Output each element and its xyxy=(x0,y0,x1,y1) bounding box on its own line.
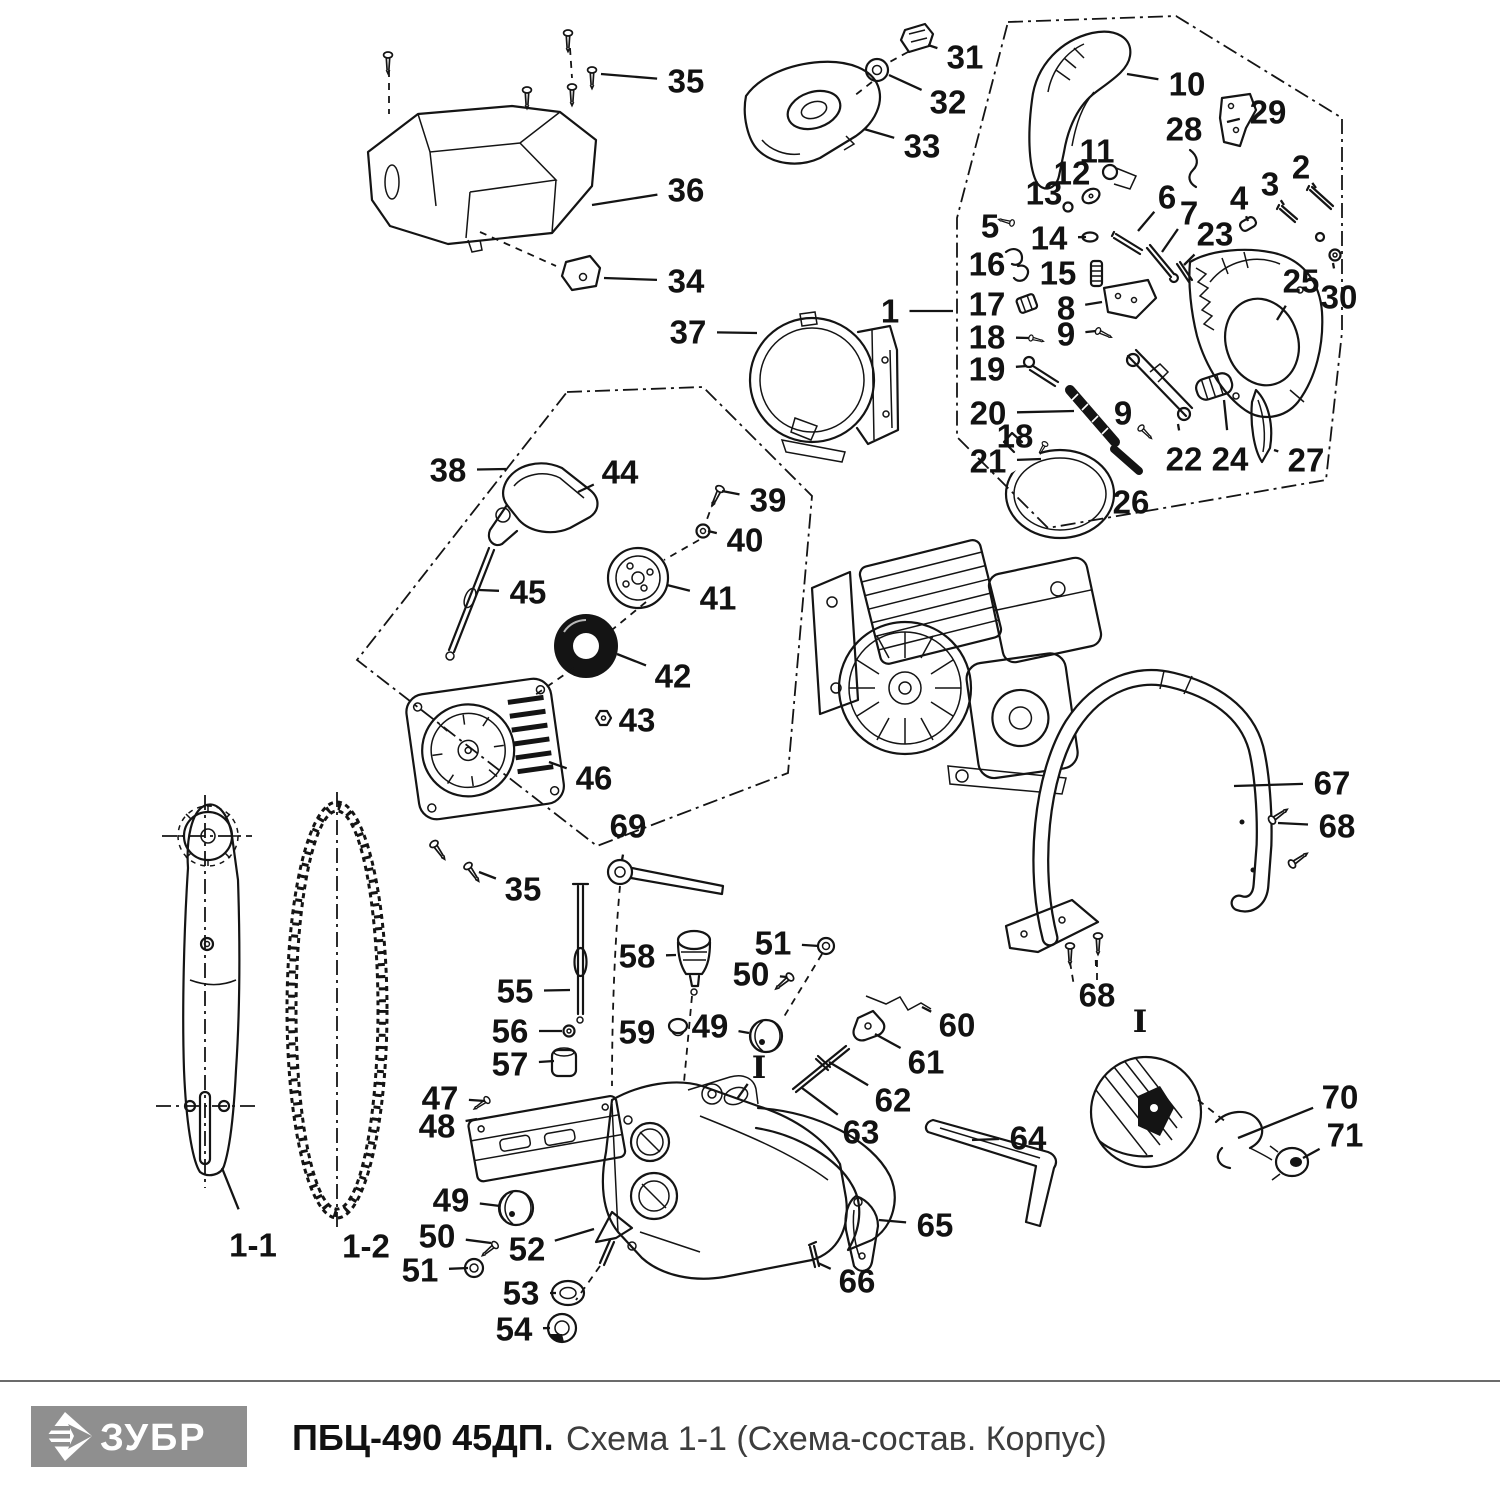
starter-pulley xyxy=(608,548,668,608)
footer xyxy=(0,1381,1500,1467)
part-label-31: 31 xyxy=(946,38,984,76)
screw-18a xyxy=(1028,334,1044,344)
leader-line-31 xyxy=(928,45,937,48)
top-cover xyxy=(368,106,596,252)
leader-line-35 xyxy=(601,74,657,79)
screw-5 xyxy=(998,216,1015,227)
leader-line-36 xyxy=(592,195,657,205)
leader-line-39 xyxy=(722,491,740,494)
leader-line-50 xyxy=(466,1240,491,1243)
part-label-24: 24 xyxy=(1211,440,1249,478)
leader-line-49 xyxy=(480,1204,500,1207)
part-label-25: 25 xyxy=(1282,262,1320,300)
part-label-5: 5 xyxy=(980,207,1000,245)
leader-line-61 xyxy=(875,1034,901,1048)
leader-line-41 xyxy=(667,585,690,591)
part-label-67: 67 xyxy=(1313,764,1351,802)
brake-lever-22 xyxy=(1127,350,1192,420)
leader-line-10 xyxy=(1127,74,1158,79)
throttle-wire-60 xyxy=(866,996,931,1010)
pin-66 xyxy=(809,1242,819,1267)
part-label-4: 4 xyxy=(1229,179,1249,217)
leader-line-51 xyxy=(449,1268,468,1269)
part-label-55: 55 xyxy=(496,972,534,1010)
part-label-51: 51 xyxy=(754,924,792,962)
fuel-filter-49b xyxy=(499,1191,533,1225)
screw-50a xyxy=(773,972,795,993)
chain-guide-plate xyxy=(468,1095,626,1182)
oiler-69 xyxy=(608,860,723,894)
part-label-61: 61 xyxy=(907,1043,945,1081)
leader-line-47 xyxy=(469,1100,485,1101)
part-label-1: 1 xyxy=(880,292,900,330)
leader-line-38 xyxy=(477,469,506,470)
rewind-spring xyxy=(554,614,618,678)
plate-8 xyxy=(1104,280,1156,318)
part-label-23: 23 xyxy=(1196,215,1234,253)
screw-68-left2 xyxy=(1094,933,1103,955)
oring-51a xyxy=(818,938,834,954)
part-label-12: 12 xyxy=(1053,154,1091,192)
leader-line-32 xyxy=(889,75,922,90)
plug-cap-71 xyxy=(1270,1146,1308,1180)
part-label-27: 27 xyxy=(1287,441,1325,479)
spring-15 xyxy=(1091,261,1102,286)
part-label-13: 13 xyxy=(1025,174,1063,212)
part-label-1-1: 1-1 xyxy=(229,1226,277,1264)
part-label-1-2: 1-2 xyxy=(342,1227,390,1265)
leader-line-65 xyxy=(879,1220,906,1222)
screw-9a xyxy=(1094,327,1113,341)
part-label-47: 47 xyxy=(421,1079,459,1117)
part-label-22: 22 xyxy=(1165,440,1203,478)
part-label-62: 62 xyxy=(874,1081,912,1119)
strip-27 xyxy=(1251,390,1271,462)
leader-line-22 xyxy=(1178,424,1179,430)
part-label-28: 28 xyxy=(1165,110,1203,148)
leader-line-55 xyxy=(544,990,570,991)
part-label-59: 59 xyxy=(618,1013,656,1051)
leader-line-1-1 xyxy=(222,1168,239,1209)
part-label-21: 21 xyxy=(969,442,1007,480)
leader-line-49 xyxy=(739,1031,750,1033)
leader-line-27 xyxy=(1274,450,1278,451)
fuel-filter-49a xyxy=(750,1020,782,1052)
part-label-54: 54 xyxy=(495,1310,533,1348)
washer-40 xyxy=(697,525,710,538)
spring-20 xyxy=(1070,390,1115,442)
part-label-35: 35 xyxy=(667,62,705,100)
part-label-66: 66 xyxy=(838,1262,876,1300)
switch-part xyxy=(562,256,600,290)
part-label-I: I xyxy=(751,1050,767,1086)
washer-53 xyxy=(552,1281,584,1305)
grommet-17 xyxy=(1016,293,1038,313)
filter-knob xyxy=(901,24,933,52)
part-label-16: 16 xyxy=(968,245,1006,283)
part-label-64: 64 xyxy=(1009,1119,1047,1157)
part-label-9: 9 xyxy=(1056,315,1076,353)
saw-chain xyxy=(287,792,387,1228)
guide-bar xyxy=(156,795,256,1188)
part-label-60: 60 xyxy=(938,1006,976,1044)
screw-39 xyxy=(708,484,725,507)
part-label-41: 41 xyxy=(699,579,737,617)
part-label-53: 53 xyxy=(502,1274,540,1312)
part-label-45: 45 xyxy=(509,573,547,611)
pin-2 xyxy=(1307,186,1333,209)
leader-line-6 xyxy=(1138,212,1154,231)
dipstick-55 xyxy=(573,884,588,1023)
part-label-71: 71 xyxy=(1326,1116,1364,1154)
part-label-33: 33 xyxy=(903,127,941,165)
leader-line-7 xyxy=(1162,229,1178,252)
leader-line-50 xyxy=(780,976,787,977)
part-label-50: 50 xyxy=(418,1217,456,1255)
leader-line-30 xyxy=(1333,263,1334,268)
part-label-7: 7 xyxy=(1179,194,1199,232)
handlebar xyxy=(1006,671,1264,952)
part-label-34: 34 xyxy=(667,262,705,300)
cover-screws xyxy=(384,30,597,109)
leader-line-29 xyxy=(1227,119,1240,122)
screw-68-right2 xyxy=(1287,850,1310,870)
wire-clip-70 xyxy=(1216,1112,1272,1168)
leader-line-70 xyxy=(1238,1108,1313,1138)
lever-19 xyxy=(1024,357,1058,386)
part-label-49: 49 xyxy=(691,1007,729,1045)
screw-47 xyxy=(472,1095,491,1112)
screw-68-left xyxy=(1066,943,1075,965)
hook-28 xyxy=(1189,150,1196,187)
washer-32 xyxy=(866,59,888,81)
part-label-39: 39 xyxy=(749,481,787,519)
part-label-11: 11 xyxy=(1079,132,1115,170)
fan-housing xyxy=(750,312,898,462)
part-label-57: 57 xyxy=(491,1045,529,1083)
part-label-36: 36 xyxy=(667,171,705,209)
part-label-32: 32 xyxy=(929,83,967,121)
starter-rope xyxy=(446,548,494,660)
hand-guard-65 xyxy=(845,1196,878,1271)
part-label-65: 65 xyxy=(916,1206,954,1244)
part-label-14: 14 xyxy=(1030,219,1068,257)
filter-cover xyxy=(745,62,880,164)
oring-56 xyxy=(564,1026,575,1037)
part-label-20: 20 xyxy=(969,394,1007,432)
starter-grip xyxy=(489,463,598,545)
leader-line-21 xyxy=(1017,459,1041,460)
part-label-69: 69 xyxy=(609,807,647,845)
part-label-63: 63 xyxy=(842,1113,880,1151)
part-label-3: 3 xyxy=(1260,165,1280,203)
starter-housing xyxy=(404,676,566,821)
footer-scheme: Схема 1-1 (Схема-состав. Корпус) xyxy=(566,1420,1107,1458)
part-label-37: 37 xyxy=(669,313,707,351)
part-label-70: 70 xyxy=(1321,1078,1359,1116)
leader-line-20 xyxy=(1017,411,1074,412)
part-label-18: 18 xyxy=(996,417,1034,455)
leader-line-63 xyxy=(802,1088,838,1115)
leader-line-67 xyxy=(1234,784,1303,786)
part-label-26: 26 xyxy=(1112,483,1150,521)
footer-model: ПБЦ-490 45ДП. xyxy=(292,1417,554,1458)
fuel-cap-58 xyxy=(678,931,710,995)
part-label-I: I xyxy=(1132,1004,1148,1040)
part-label-19: 19 xyxy=(968,350,1006,388)
part-label-48: 48 xyxy=(418,1107,456,1145)
clamp-52 xyxy=(596,1212,632,1265)
leader-line-52 xyxy=(555,1229,594,1241)
part-label-6: 6 xyxy=(1157,178,1177,216)
leader-line-34 xyxy=(604,278,657,280)
detail-circle xyxy=(1091,1056,1201,1167)
part-label-30: 30 xyxy=(1320,278,1358,316)
nut-13 xyxy=(1064,203,1073,212)
leader-line-19 xyxy=(1016,366,1027,367)
clip-16 xyxy=(1006,249,1028,281)
leader-line-3 xyxy=(1281,200,1284,205)
leader-line-37 xyxy=(717,332,757,333)
leader-line-57 xyxy=(539,1061,554,1062)
rod-6 xyxy=(1112,232,1142,254)
part-label-9: 9 xyxy=(1113,394,1133,432)
leader-line-24 xyxy=(1224,400,1227,430)
washers-30 xyxy=(1316,233,1341,261)
part-label-58: 58 xyxy=(618,937,656,975)
part-label-2: 2 xyxy=(1291,148,1311,186)
leader-line-42 xyxy=(617,654,646,665)
brand-name: ЗУБР xyxy=(100,1417,207,1459)
part-label-10: 10 xyxy=(1168,65,1206,103)
leader-line-33 xyxy=(864,129,894,138)
leader-line-64 xyxy=(972,1139,999,1140)
spring-26 xyxy=(1114,449,1139,471)
leader-line-45 xyxy=(479,590,499,591)
part-label-8: 8 xyxy=(1056,289,1076,327)
leader-line-62 xyxy=(829,1062,868,1085)
part-label-49: 49 xyxy=(432,1181,470,1219)
pin-3 xyxy=(1277,205,1297,222)
weight-57 xyxy=(552,1048,576,1076)
cap-54 xyxy=(548,1314,576,1342)
part-label-46: 46 xyxy=(575,759,613,797)
part-label-18: 18 xyxy=(968,318,1006,356)
part-label-52: 52 xyxy=(508,1230,546,1268)
leader-line-9 xyxy=(1085,331,1096,332)
part-label-38: 38 xyxy=(429,451,467,489)
part-label-50: 50 xyxy=(732,955,770,993)
leader-line-8 xyxy=(1085,302,1102,305)
part-label-35: 35 xyxy=(504,870,542,908)
part-label-29: 29 xyxy=(1249,93,1287,131)
leader-line-68 xyxy=(1278,823,1308,825)
nut-43 xyxy=(596,711,611,725)
part-label-51: 51 xyxy=(401,1251,439,1289)
screw-35b1 xyxy=(429,839,449,862)
part-label-43: 43 xyxy=(618,701,656,739)
part-label-68: 68 xyxy=(1078,976,1116,1014)
part-label-42: 42 xyxy=(654,657,692,695)
screw-9b xyxy=(1137,424,1154,441)
part-label-56: 56 xyxy=(491,1012,529,1050)
leader-line-35 xyxy=(479,872,496,879)
part-label-68: 68 xyxy=(1318,807,1356,845)
part-label-15: 15 xyxy=(1039,254,1077,292)
leader-line-69 xyxy=(622,855,623,860)
part-label-17: 17 xyxy=(968,285,1006,323)
leader-line-51 xyxy=(802,945,819,946)
grommet-59 xyxy=(669,1019,687,1036)
part-label-40: 40 xyxy=(726,521,764,559)
part-label-44: 44 xyxy=(601,453,639,491)
